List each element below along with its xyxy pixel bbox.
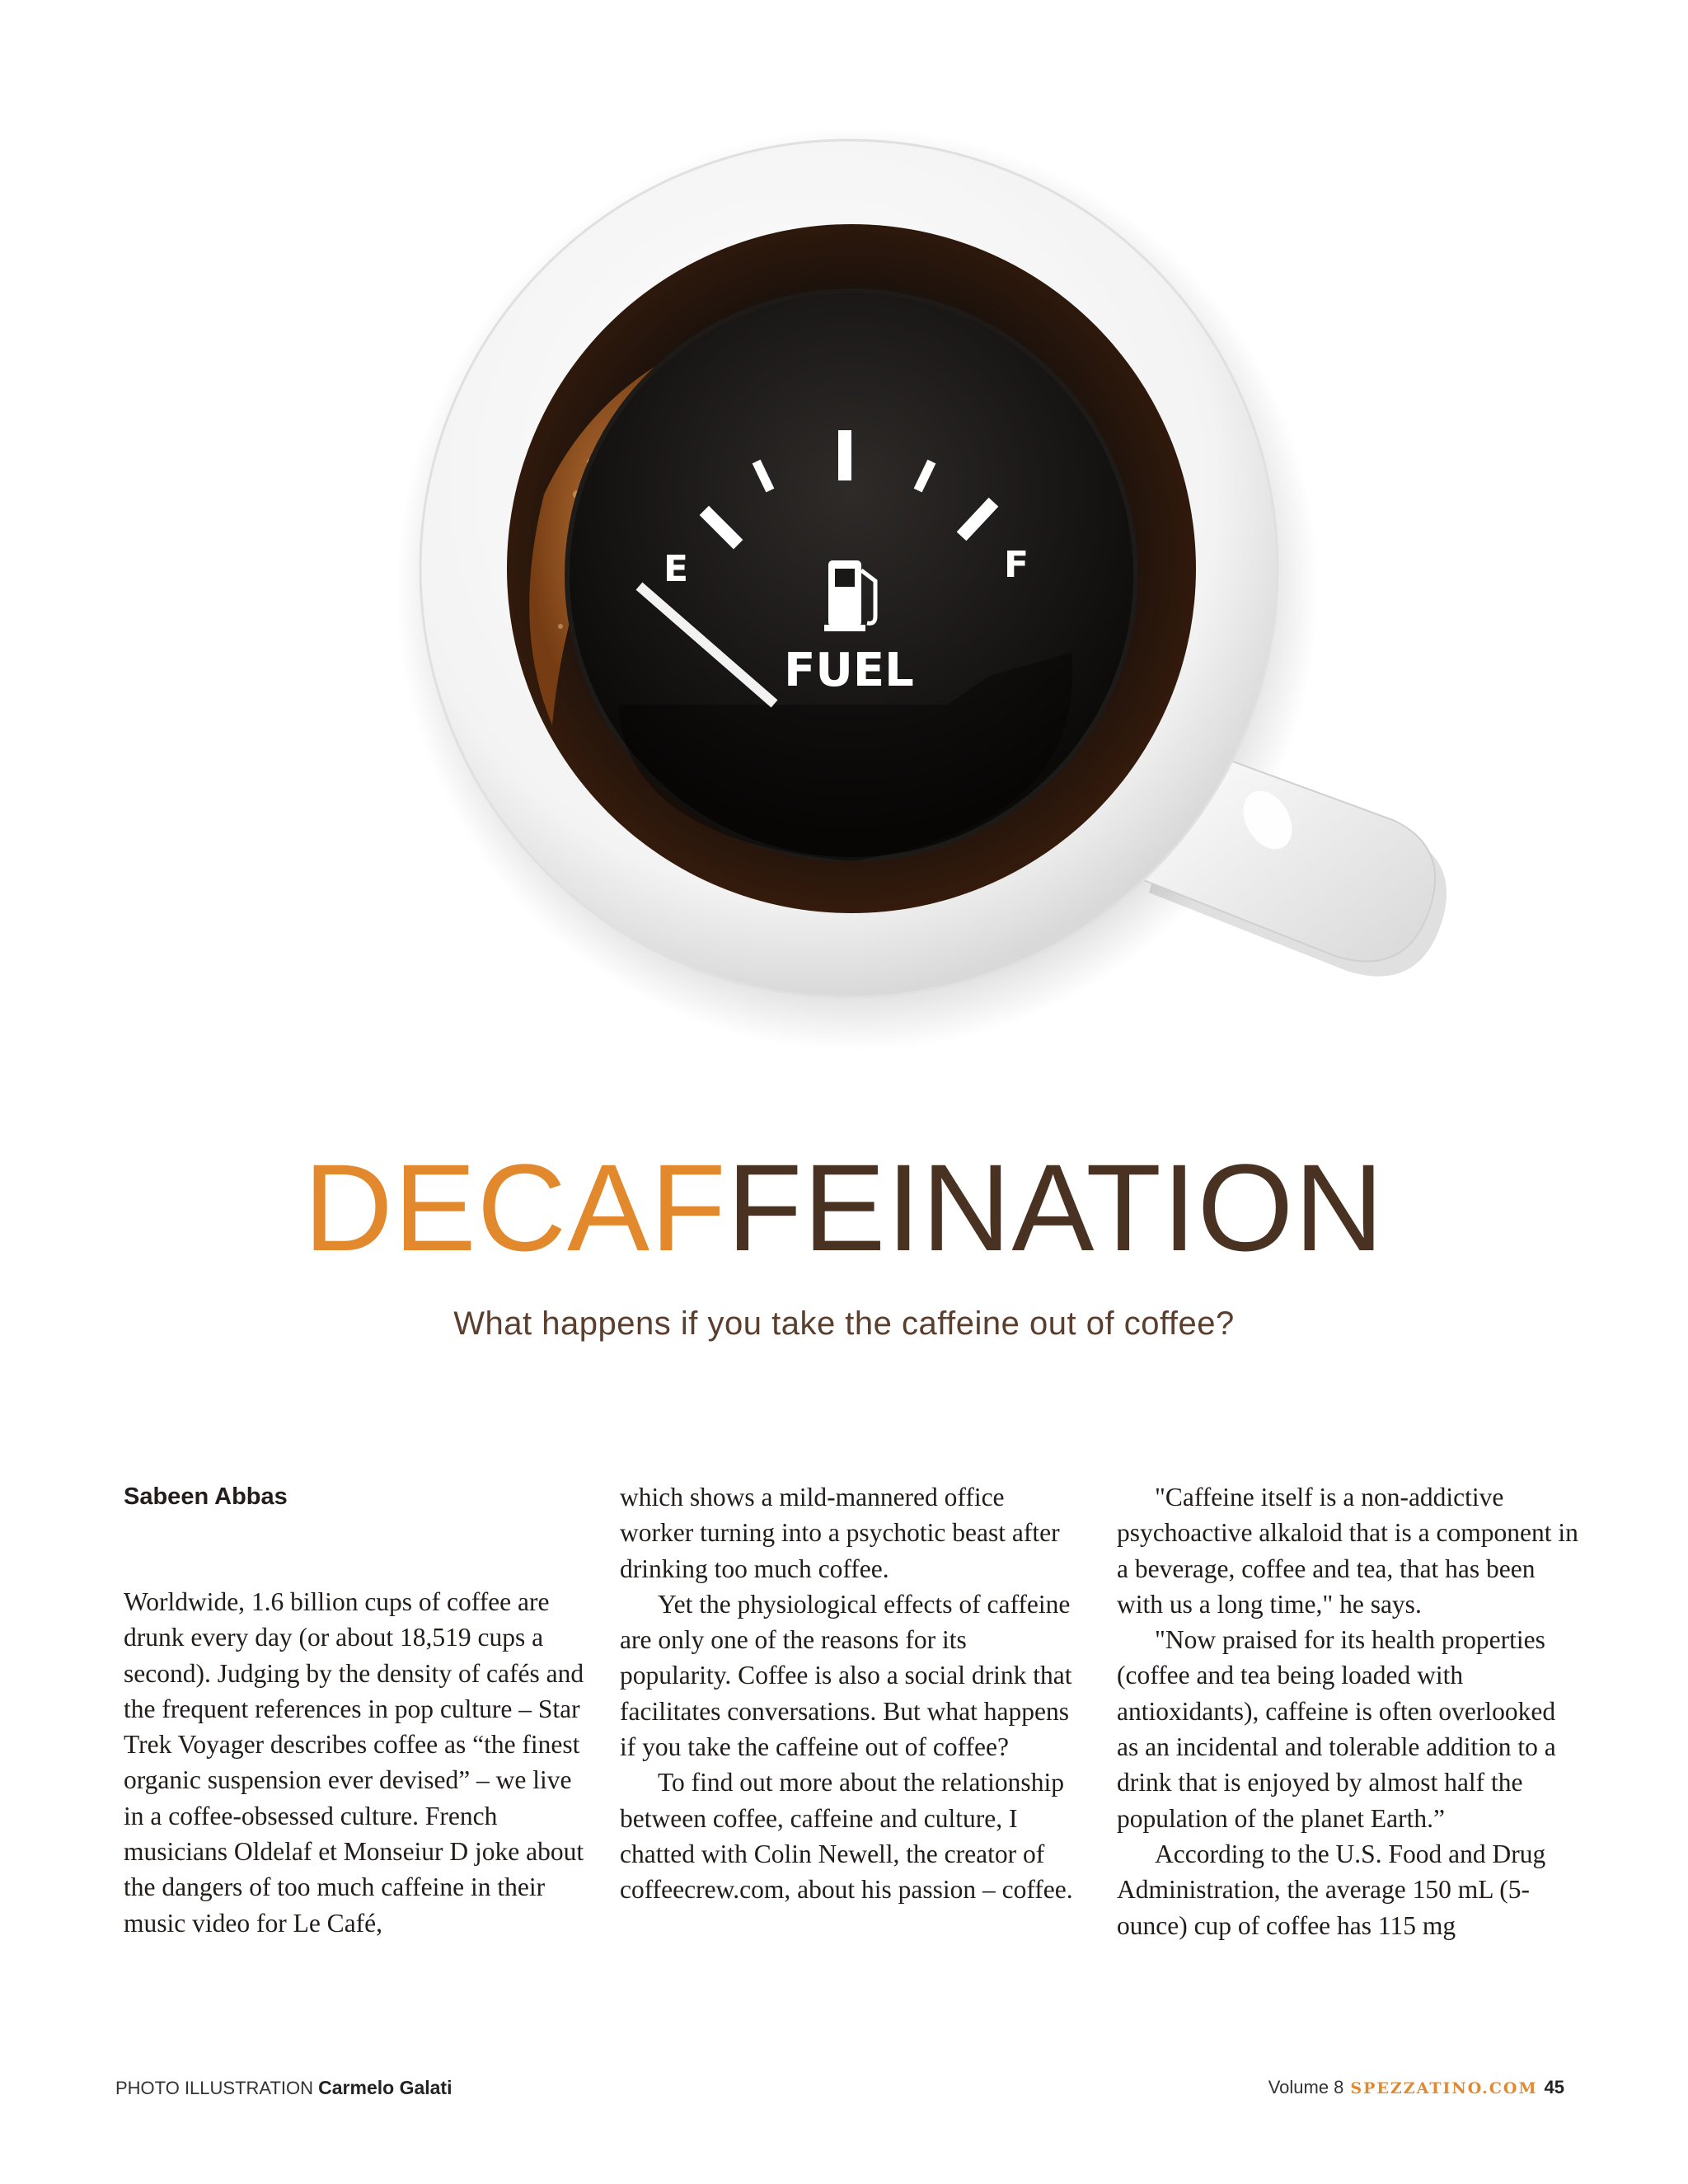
page-number: 45 bbox=[1544, 2077, 1564, 2097]
paragraph: "Caffeine itself is a non-addictive psychoactive alkaloid that is a component in a beverage, coffee and tea, that has been with us a long time," he says. bbox=[1117, 1483, 1578, 1619]
credit-name: Carmelo Galati bbox=[318, 2077, 452, 2098]
headline-brown: FEINATION bbox=[726, 1138, 1385, 1277]
credit-label: PHOTO ILLUSTRATION bbox=[115, 2078, 314, 2098]
paragraph: According to the U.S. Food and Drug Administration, the average 150 mL (5-ounce) cup of coffee has 115 mg bbox=[1117, 1839, 1546, 1940]
article-column-1 bbox=[124, 1479, 585, 1941]
paragraph: To find out more about the relationship between coffee, caffeine and culture, I chatted with Colin Newell, the creator of coffeecrew.com, about his passion – coffee. bbox=[620, 1768, 1073, 1905]
gauge-full-mark: F bbox=[1004, 544, 1029, 586]
volume-label: Volume 8 bbox=[1268, 2077, 1344, 2097]
headline bbox=[0, 1138, 1688, 1277]
folio bbox=[1268, 2077, 1564, 2098]
article-column-2 bbox=[620, 1479, 1081, 1908]
site-name: SPEZZATINO.COM bbox=[1350, 2079, 1538, 2097]
subheadline: What happens if you take the caffeine out of coffee? bbox=[453, 1305, 1235, 1342]
gauge-label: FUEL bbox=[784, 644, 914, 697]
photo-credit bbox=[115, 2077, 452, 2099]
paragraph: "Now praised for its health properties (coffee and tea being loaded with antioxidants), caffeine is often overlooked as an incidental and tolerable addition to a drink that is enjoyed by almost half the population of the planet Earth.” bbox=[1117, 1625, 1556, 1833]
paragraph: Worldwide, 1.6 billion cups of coffee are drunk every day (or about 18,519 cups a second). Judging by the density of cafés and the frequent references in pop culture – Star Trek Voyager describes coffee as “the finest organic suspension ever devised” – we live in a coffee-obsessed culture. French musicians Oldelaf et Monseiur D joke about the dangers of too much caffeine in their music video for Le Café, bbox=[124, 1587, 584, 1938]
headline-orange: DECAF bbox=[303, 1138, 727, 1277]
paragraph: Yet the physiological effects of caffeine are only one of the reasons for its popularity. Coffee is also a social drink that facilitates conversations. But what happens if you take the caffeine out of coffee? bbox=[620, 1589, 1072, 1762]
byline: Sabeen Abbas bbox=[124, 1483, 288, 1510]
article-column-3 bbox=[1117, 1479, 1578, 1943]
gauge-empty-mark: E bbox=[663, 548, 689, 590]
paragraph: which shows a mild-mannered office worker turning into a psychotic beast after drinking too much coffee. bbox=[620, 1483, 1060, 1583]
